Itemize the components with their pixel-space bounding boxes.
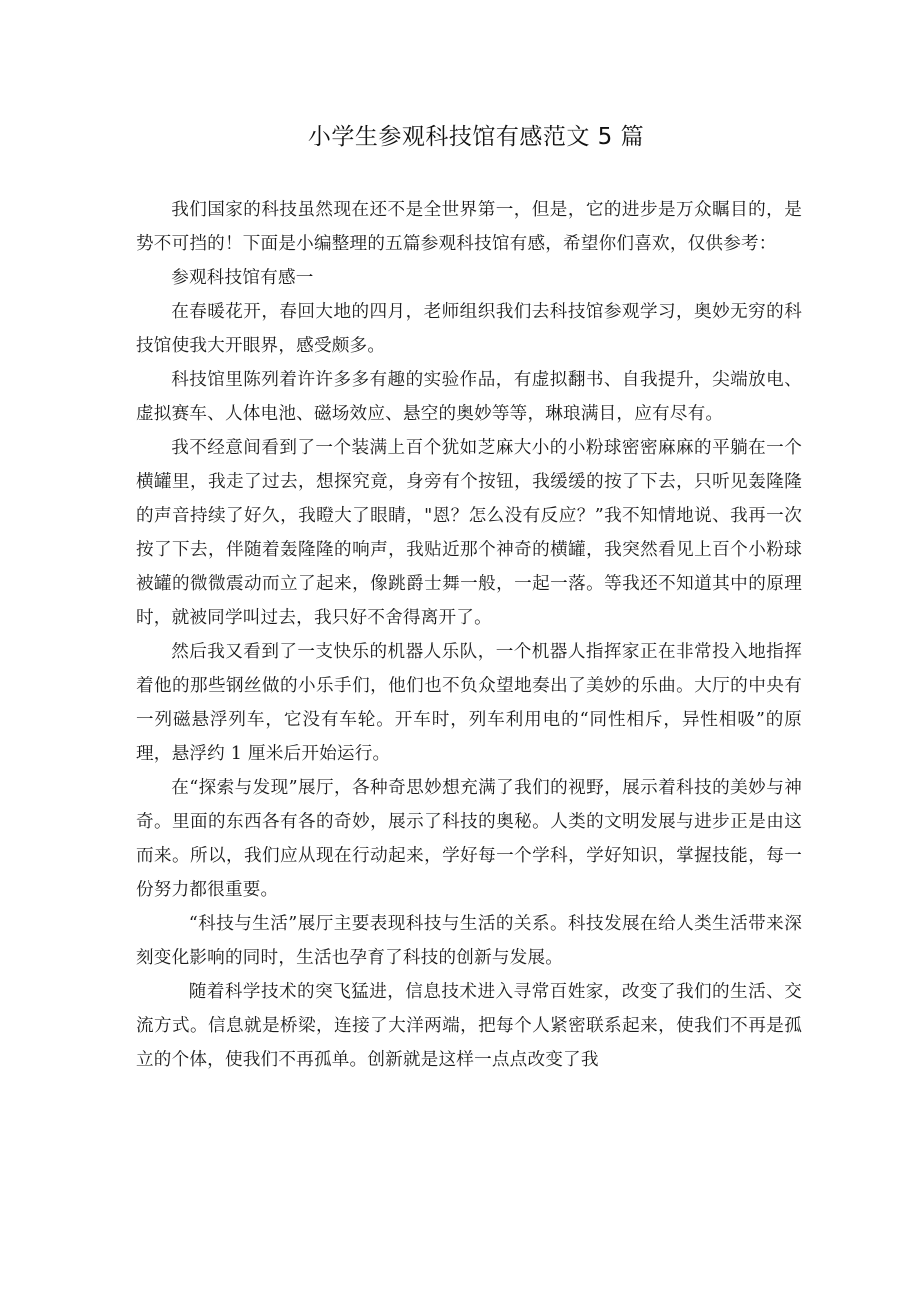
paragraph: 然后我又看到了一支快乐的机器人乐队，一个机器人指挥家正在非常投入地指挥着他的那些钢丝做的小乐手们，他们也不负众望地奏出了美妙的乐曲。大厅的中央有一列磁悬浮列车，它没有车轮。开车时，列车利用电的“同性相斥，异性相吸”的原理，悬浮约 1 厘米后开始运行。 xyxy=(136,642,802,764)
paragraph: 我不经意间看到了一个装满上百个犹如芝麻大小的小粉球密密麻麻的平躺在一个横罐里，我走了过去，想探究竟，身旁有个按钮，我缓缓的按了下去，只听见轰隆隆的声音持续了好久，我瞪大了眼睛，"恩？怎么没有反应？”我不知情地说、我再一次按了下去，伴随着轰隆隆的响声，我贴近那个神奇的横罐，我突然看见上百个小粉球被罐的微微震动而立了起来，像跳爵士舞一般，一起一落。等我还不知道其中的原理时，就被同学叫过去，我只好不舍得离开了。 xyxy=(136,438,802,628)
document-body xyxy=(136,193,802,1077)
paragraph: 随着科学技术的突飞猛进，信息技术进入寻常百姓家，改变了我们的生活、交流方式。信息就是桥梁，连接了大洋两端，把每个人紧密联系起来，使我们不再是孤立的个体，使我们不再孤单。创新就是这样一点点改变了我 xyxy=(136,982,802,1070)
paragraph: “科技与生活”展厅主要表现科技与生活的关系。科技发展在给人类生活带来深刻变化影响的同时，生活也孕育了科技的创新与发展。 xyxy=(136,914,802,968)
paragraph: 科技馆里陈列着许许多多有趣的实验作品，有虚拟翻书、自我提升，尖端放电、虚拟赛车、人体电池、磁场效应、悬空的奥妙等等，琳琅满目，应有尽有。 xyxy=(136,370,802,424)
paragraph: 在春暖花开，春回大地的四月，老师组织我们去科技馆参观学习，奥妙无穷的科技馆使我大开眼界，感受颇多。 xyxy=(136,302,802,356)
paragraph-intro: 我们国家的科技虽然现在还不是全世界第一，但是，它的进步是万众瞩目的，是势不可挡的！下面是小编整理的五篇参观科技馆有感，希望你们喜欢，仅供参考： xyxy=(136,200,802,254)
paragraph: 在“探索与发现”展厅，各种奇思妙想充满了我们的视野，展示着科技的美妙与神奇。里面的东西各有各的奇妙，展示了科技的奥秘。人类的文明发展与进步正是由这而来。所以，我们应从现在行动起来，学好每一个学科，学好知识，掌握技能，每一份努力都很重要。 xyxy=(136,778,802,900)
section-heading: 参观科技馆有感一 xyxy=(171,268,314,288)
document-title: 小学生参观科技馆有感范文 5 篇 xyxy=(307,124,645,150)
